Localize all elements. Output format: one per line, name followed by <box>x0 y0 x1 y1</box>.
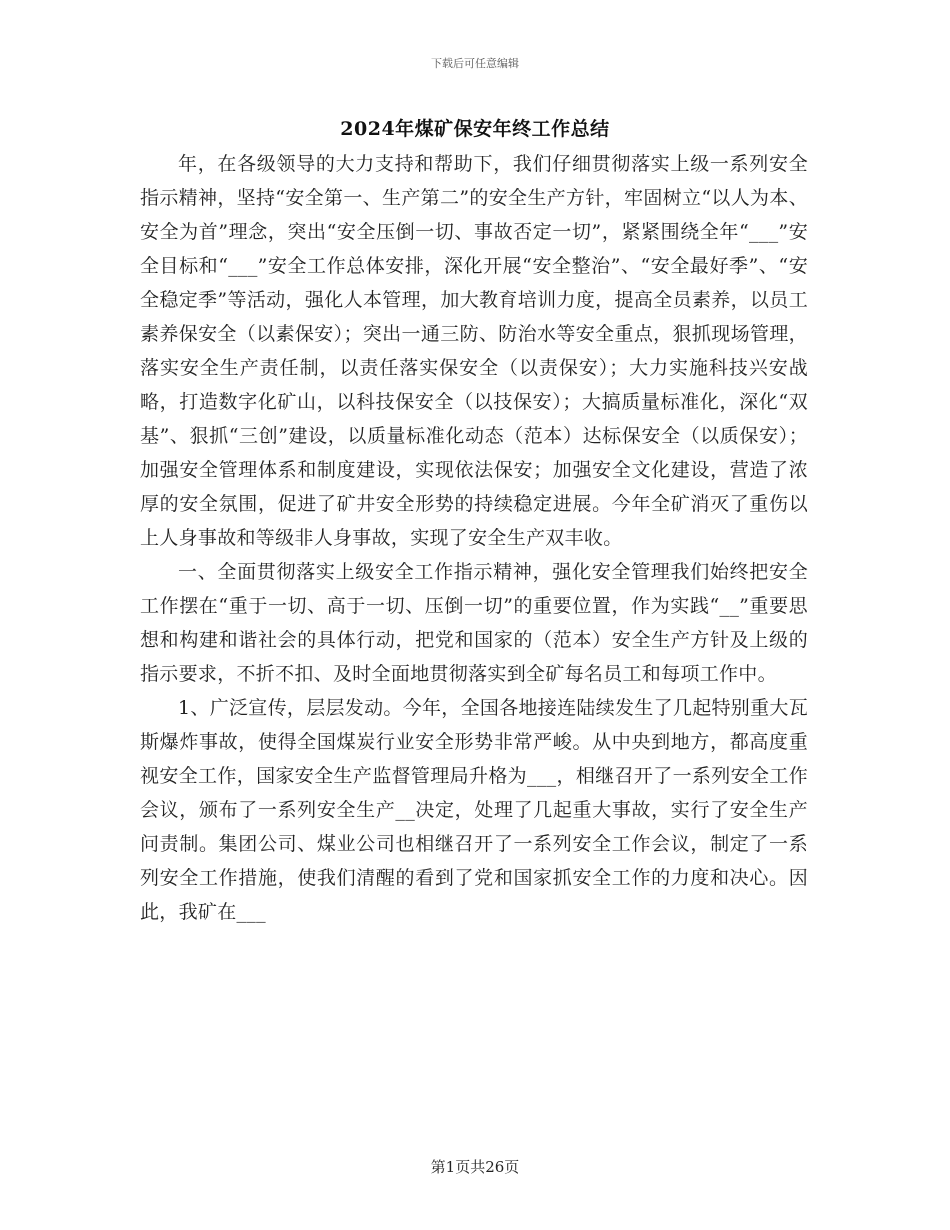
header-note: 下载后可任意编辑 <box>431 57 519 70</box>
document-title: 2024年煤矿保安年终工作总结 <box>340 118 610 140</box>
paragraph-item-one: 1、广泛宣传，层层发动。今年，全国各地接连陆续发生了几起特别重大瓦斯爆炸事故，使得全国煤炭行业安全形势非常严峻。从中央到地方，都高度重视安全工作，国家安全生产监督管理局升格为___，相继召开了一系列安全工作会议，颁布了一系列安全生产__决定，处理了几起重大事故，实行了安全生产问责制。集团公司、煤业公司也相继召开了一系列安全工作会议，制定了一系列安全工作措施，使我们清醒的看到了党和国家抓安全工作的力度和决心。因此，我矿在___ <box>140 697 808 923</box>
document-body <box>140 147 808 929</box>
paragraph-intro: 年，在各级领导的大力支持和帮助下，我们仔细贯彻落实上级一系列安全指示精神，坚持“安全第一、生产第二”的安全生产方针，牢固树立“以人为本、安全为首”理念，突出“安全压倒一切、事故否定一切”，紧紧围绕全年“___”安全目标和“___”安全工作总体安排，深化开展“安全整治”、“安全最好季”、“安全稳定季”等活动，强化人本管理，加大教育培训力度，提高全员素养，以员工素养保安全（以素保安）；突出一通三防、防治水等安全重点，狠抓现场管理，落实安全生产责任制，以责任落实保安全（以责保安）；大力实施科技兴安战略，打造数字化矿山，以科技保安全（以技保安）；大搞质量标准化，深化“双基”、狠抓“三创”建设，以质量标准化动态（范本）达标保安全（以质保安）；加强安全管理体系和制度建设，实现依法保安；加强安全文化建设，营造了浓厚的安全氛围，促进了矿井安全形势的持续稳定进展。今年全矿消灭了重伤以上人身事故和等级非人身事故，实现了安全生产双丰收。 <box>140 153 808 549</box>
paragraph-section-one: 一、全面贯彻落实上级安全工作指示精神，强化安全管理我们始终把安全工作摆在“重于一切、高于一切、压倒一切”的重要位置，作为实践“__”重要思想和构建和谐社会的具体行动，把党和国家的（范本）安全生产方针及上级的指示要求，不折不扣、及时全面地贯彻落实到全矿每名员工和每项工作中。 <box>140 561 808 685</box>
page-footer: 第1页共26页 <box>430 1158 520 1176</box>
